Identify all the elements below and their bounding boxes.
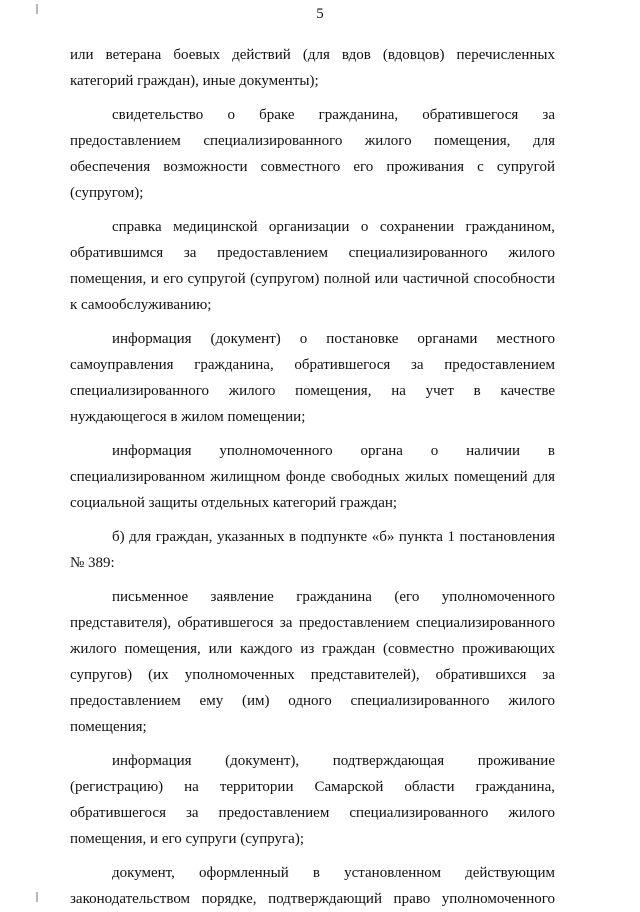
text-line: свидетельство о браке гражданина, обратившегося за — [112, 107, 555, 123]
text-line: (регистрацию) на территории Самарской области гражданина, — [70, 779, 555, 795]
text-line: супругов) (их уполномоченных представителей), обратившихся за — [70, 667, 555, 683]
paragraph — [70, 438, 555, 516]
text-line: обратившегося за предоставлением специализированного жилого — [70, 805, 555, 821]
text-line: помещения, и его супруги (супруга); — [70, 831, 304, 847]
text-line: представителя), обратившегося за предоставлением специализированного — [70, 615, 555, 631]
text-line: (супругом); — [70, 185, 144, 201]
text-line: обратившимся за предоставлением специализированного жилого — [70, 245, 555, 261]
paragraph — [70, 524, 555, 576]
text-line: социальной защиты отдельных категорий граждан; — [70, 495, 398, 511]
paragraph — [70, 42, 555, 94]
paragraph — [70, 860, 555, 912]
text-line: специализированного жилого помещения, на учет в качестве — [70, 383, 555, 399]
text-line: жилого помещения, или каждого из граждан (совместно проживающих — [70, 641, 555, 657]
text-line: специализированном жилищном фонде свободных жилых помещений для — [70, 469, 555, 485]
text-line: обеспечения возможности совместного его проживания с супругой — [70, 159, 555, 175]
text-line: предоставлением ему (им) одного специализированного жилого — [70, 693, 555, 709]
text-line: помещения; — [70, 719, 147, 735]
text-line: категорий граждан), иные документы); — [70, 73, 319, 89]
text-line: самоуправления гражданина, обратившегося за предоставлением — [70, 357, 555, 373]
text-line: б) для граждан, указанных в подпункте «б» пункта 1 постановления — [112, 529, 555, 545]
text-line: информация уполномоченного органа о наличии в — [112, 443, 555, 459]
paragraph — [70, 214, 555, 318]
paragraph — [70, 584, 555, 740]
text-line: к самообслуживанию; — [70, 297, 212, 313]
text-line: № 389: — [70, 555, 115, 571]
text-line: нуждающегося в жилом помещении; — [70, 409, 306, 425]
paragraph — [70, 748, 555, 852]
paragraph — [70, 326, 555, 430]
text-line: документ, оформленный в установленном действующим — [112, 865, 555, 881]
margin-mark-bottom — [36, 892, 38, 902]
text-line: справка медицинской организации о сохранении гражданином, — [112, 219, 555, 235]
text-line: информация (документ), подтверждающая проживание — [112, 753, 555, 769]
document-body — [70, 42, 555, 912]
text-line: информация (документ) о постановке органами местного — [112, 331, 555, 347]
text-line: или ветерана боевых действий (для вдов (вдовцов) перечисленных — [70, 47, 555, 63]
text-line: предоставлением специализированного жилого помещения, для — [70, 133, 555, 149]
text-line: помещения, и его супругой (супругом) полной или частичной способности — [70, 271, 555, 287]
text-line: законодательством порядке, подтверждающий право уполномоченного — [70, 891, 555, 907]
text-line: письменное заявление гражданина (его уполномоченного — [112, 589, 555, 605]
paragraph — [70, 102, 555, 206]
page-number: 5 — [316, 6, 324, 22]
